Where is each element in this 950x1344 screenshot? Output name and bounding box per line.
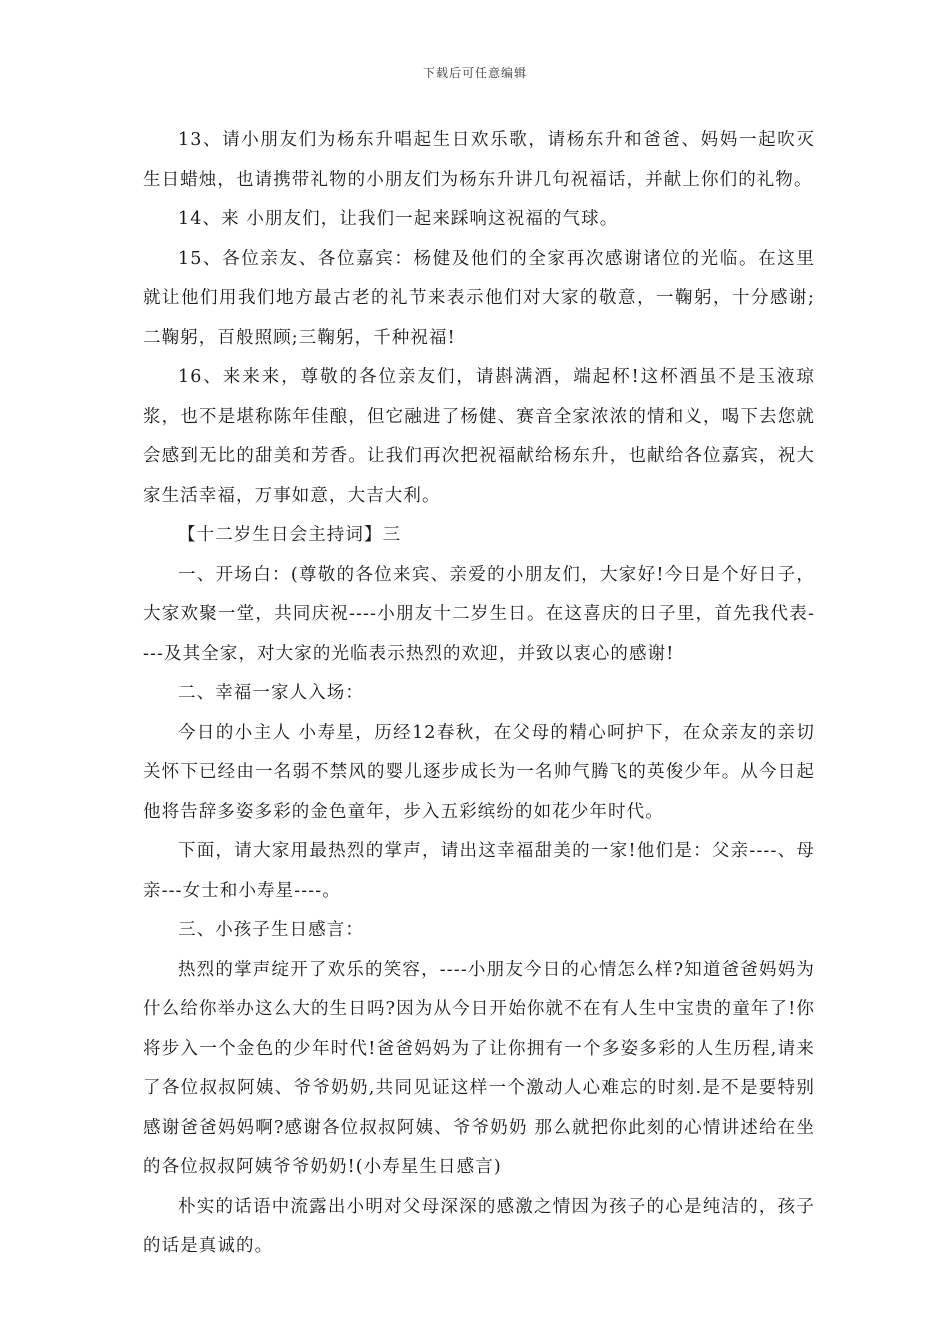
subheading-family-entrance: 二、幸福一家人入场：	[178, 683, 364, 703]
section-heading: 【十二岁生日会主持词】三	[178, 525, 402, 545]
paragraph-birthday-host: 今日的小主人 小寿星，历经12春秋，在父母的精心呵护下，在众亲友的亲切关怀下已经由一名弱不禁风的婴儿逐步成长为一名帅气腾飞的英俊少年。从今日起他将告辞多姿多彩的金色童年，步入五彩缤纷的如花少年时代。	[143, 722, 815, 822]
paragraph-opening: 一、开场白：(尊敬的各位来宾、亲爱的小朋友们，大家好!今日是个好日子，大家欢聚一堂，共同庆祝----小朋友十二岁生日。在这喜庆的日子里，首先我代表----及其全家，对大家的光临表示热烈的欢迎，并致以衷心的感谢!	[143, 564, 815, 664]
paragraph-closing: 朴实的话语中流露出小明对父母深深的感激之情因为孩子的心是纯洁的，孩子的话是真诚的。	[143, 1196, 815, 1256]
paragraph-introduce-family: 下面，请大家用最热烈的掌声，请出这幸福甜美的一家!他们是：父亲----、母亲---女士和小寿星----。	[143, 841, 815, 901]
paragraph-16: 16、来来来，尊敬的各位亲友们，请斟满酒，端起杯!这杯酒虽不是玉液琼浆，也不是堪称陈年佳酿，但它融进了杨健、赛音全家浓浓的情和义，喝下去您就会感到无比的甜美和芳香。让我们再次把祝福献给杨东升，也献给各位嘉宾，祝大家生活幸福，万事如意，大吉大利。	[143, 367, 815, 506]
subheading-child-speech: 三、小孩子生日感言：	[178, 920, 364, 940]
paragraph-13: 13、请小朋友们为杨东升唱起生日欢乐歌，请杨东升和爸爸、妈妈一起吹灭生日蜡烛，也请携带礼物的小朋友们为杨东升讲几句祝福话，并献上你们的礼物。	[143, 130, 815, 190]
paragraph-14: 14、来 小朋友们，让我们一起来踩响这祝福的气球。	[178, 209, 619, 229]
page-header: 下载后可任意编辑	[422, 66, 527, 80]
paragraph-speech-intro: 热烈的掌声绽开了欢乐的笑容，----小朋友今日的心情怎么样?知道爸爸妈妈为什么给你举办这么大的生日吗?因为从今日开始你就不在有人生中宝贵的童年了!你将步入一个金色的少年时代!爸爸妈妈为了让你拥有一个多姿多彩的人生历程,请来了各位叔叔阿姨、爷爷奶奶,共同见证这样一个激动人心难忘的时刻.是不是要特别感谢爸爸妈妈啊?感谢各位叔叔阿姨、爷爷奶奶 那么就把你此刻的心情讲述给在坐的各位叔叔阿姨爷爷奶奶!(小寿星生日感言)	[143, 959, 815, 1177]
document-body	[143, 121, 815, 1267]
paragraph-15: 15、各位亲友、各位嘉宾：杨健及他们的全家再次感谢诸位的光临。在这里就让他们用我们地方最古老的礼节来表示他们对大家的敬意，一鞠躬，十分感谢;二鞠躬，百般照顾;三鞠躬，千种祝福!	[143, 248, 815, 348]
